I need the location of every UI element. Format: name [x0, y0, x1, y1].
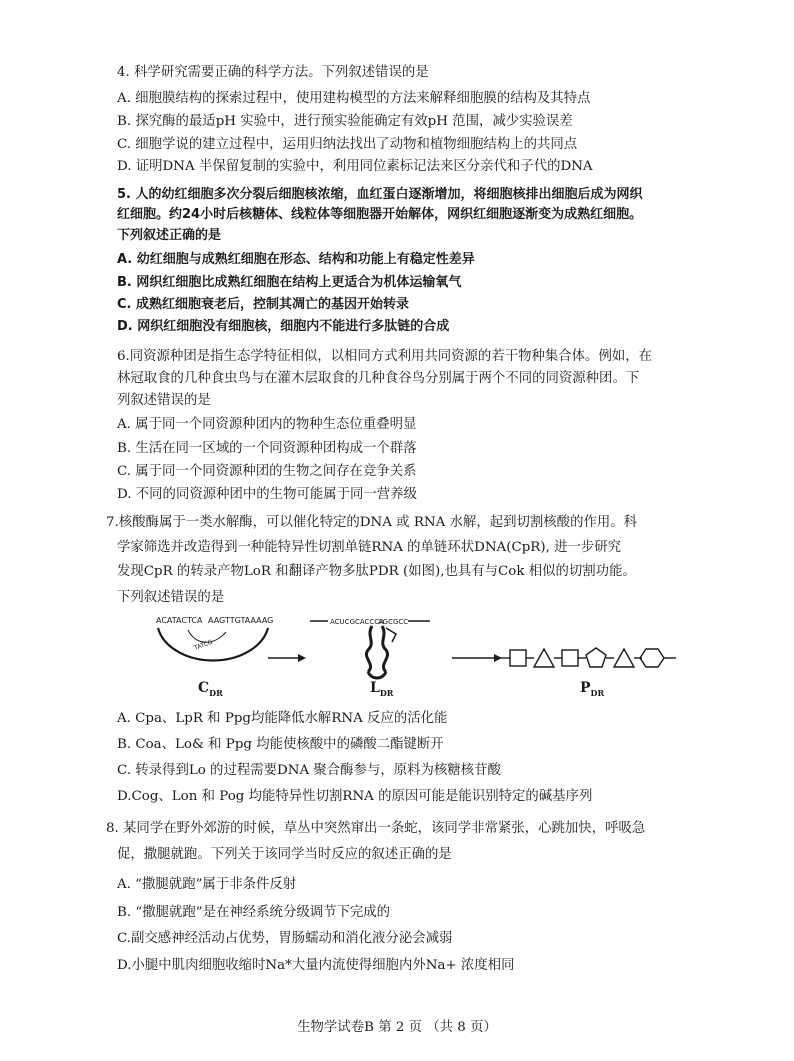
p-label-main: P: [580, 680, 591, 696]
p-label: [580, 680, 604, 698]
q4-option-c: C. 细胞学说的建立过程中，运用归纳法找出了动物和植物细胞结构上的共同点: [117, 137, 578, 152]
q8-stem-line-1: 8. 某同学在野外郊游的时候，草丛中突然窜出一条蛇，该同学非常紧张，心跳加快，呼吸急: [106, 821, 646, 836]
q5-option-c: C. 成熟红细胞衰老后，控制其凋亡的基因开始转录: [117, 297, 410, 312]
q6-stem-line-1: 6.同资源种团是指生态学特征相似，以相同方式利用共同资源的若干物种集合体。例如，在: [117, 349, 653, 364]
q8-option-b: B. “撒腿就跑”是在神经系统分级调节下完成的: [117, 905, 391, 920]
q8-option-c: C.副交感神经活动占优势，胃肠蠕动和消化液分泌会减弱: [117, 931, 453, 946]
c-label: [198, 680, 223, 698]
q4-stem: 4. 科学研究需要正确的科学方法。下列叙述错误的是: [117, 65, 429, 80]
l-label-main: L: [370, 680, 380, 696]
q8-stem-line-2: 促，撒腿就跑。下列关于该同学当时反应的叙述正确的是: [117, 847, 452, 862]
c-loop-text: TATCG: [193, 638, 214, 652]
peptide-triangle-2: [614, 649, 634, 667]
q6-option-b: B. 生活在同一区域的一个同资源种团构成一个群落: [117, 441, 417, 456]
q4-option-b: B. 探究酶的最适pH 实验中，进行预实验能确定有效pH 范围，减少实验误差: [117, 114, 573, 129]
q5-stem-line-3: 下列叙述正确的是: [117, 228, 222, 243]
q7-option-c: C. 转录得到Lo 的过程需要DNA 聚合酶参与，原料为核糖核苷酸: [117, 763, 501, 778]
l-seq-right: AGCGCC: [378, 618, 409, 626]
c-seq-left: ACATACTCA: [156, 616, 203, 625]
c-label-sub: DR: [209, 688, 223, 698]
q4-option-a: A. 细胞膜结构的探索过程中，使用建构模型的方法来解释细胞膜的结构及其特点: [117, 91, 591, 106]
q7-option-a: A. Cpa、LpR 和 Ppg均能降低水解RNA 反应的活化能: [117, 711, 448, 726]
page-footer: 生物学试卷B 第 2 页 （共 8 页）: [297, 1020, 497, 1035]
c-label-main: C: [198, 680, 210, 696]
peptide-square-1: [510, 650, 526, 666]
q8-option-d: D.小腿中肌肉细胞收缩时Na*大量内流使得细胞内外Na+ 浓度相同: [117, 958, 515, 973]
q5-option-b: B. 网织红细胞比成熟红细胞在结构上更适合为机体运输氧气: [117, 275, 462, 290]
q5-stem-line-1: 5. 人的幼红细胞多次分裂后细胞核浓缩，血红蛋白逐渐增加，将细胞核排出细胞后成为网织: [117, 187, 643, 202]
c-seq-right: AAGTTGTAAAAG: [208, 616, 274, 625]
arrow-translation: [452, 654, 502, 662]
q6-option-c: C. 属于同一个同资源种团的生物之间存在竞争关系: [117, 464, 417, 479]
q7-option-b: B. Coa、Lo& 和 Ppg 均能使核酸中的磷酸二酯键断开: [117, 737, 444, 752]
l-label-sub: DR: [379, 688, 394, 698]
q5-option-d: D. 网织红细胞没有细胞核，细胞内不能进行多肽链的合成: [117, 319, 450, 334]
q7-stem-line-4: 下列叙述错误的是: [117, 590, 225, 605]
q8-option-a: A. “撒腿就跑”属于非条件反射: [117, 877, 297, 892]
q7-stem-line-2: 学家筛选并改造得到一种能特异性切割单链RNA 的单链环状DNA(CpR), 进一步研究: [117, 540, 622, 555]
peptide-triangle-1: [534, 649, 554, 667]
p-dr-diagram: [500, 648, 676, 698]
q6-stem-line-3: 列叙述错误的是: [117, 393, 211, 408]
q7-option-d: D.Cog、Lon 和 Pog 均能特异性切割RNA 的原因可能是能识别特定的碱基序列: [117, 789, 593, 804]
q6-option-d: D. 不同的同资源种团中的生物可能属于同一营养级: [117, 487, 417, 502]
l-seq-left: ACUCGCACCCA: [330, 618, 384, 626]
q6-option-a: A. 属于同一个同资源种团内的物种生态位重叠明显: [117, 417, 417, 432]
l-dr-diagram: [310, 618, 430, 698]
q7-stem-line-3: 发现CpR 的转录产物LoR 和翻译产物多肽PDR (如图),也具有与Cok 相似的切割功能。: [117, 564, 636, 579]
peptide-square-2: [562, 650, 578, 666]
arrow-transcription: [268, 654, 306, 662]
nucleic-acid-figure: [150, 612, 710, 704]
p-label-sub: DR: [590, 688, 605, 698]
q7-stem-line-1: 7.核酸酶属于一类水解酶，可以催化特定的DNA 或 RNA 水解，起到切割核酸的作用。科: [106, 515, 638, 530]
peptide-pentagon: [586, 648, 606, 667]
q5-stem-line-2: 红细胞。约24小时后核糖体、线粒体等细胞器开始解体，网织红细胞逐渐变为成熟红细胞。: [117, 207, 643, 222]
peptide-hexagon: [640, 649, 664, 667]
q5-option-a: A. 幼红细胞与成熟红细胞在形态、结构和功能上有稳定性差异: [117, 252, 475, 267]
q6-stem-line-2: 林冠取食的几种食虫鸟与在灌木层取食的几种食谷鸟分别属于两个不同的同资源种团。下: [117, 371, 640, 386]
l-label: [370, 680, 394, 698]
l-dr-hairpin: [366, 626, 387, 678]
c-dr-diagram: [156, 616, 273, 698]
q4-option-d: D. 证明DNA 半保留复制的实验中，利用同位素标记法来区分亲代和子代的DNA: [117, 159, 593, 174]
